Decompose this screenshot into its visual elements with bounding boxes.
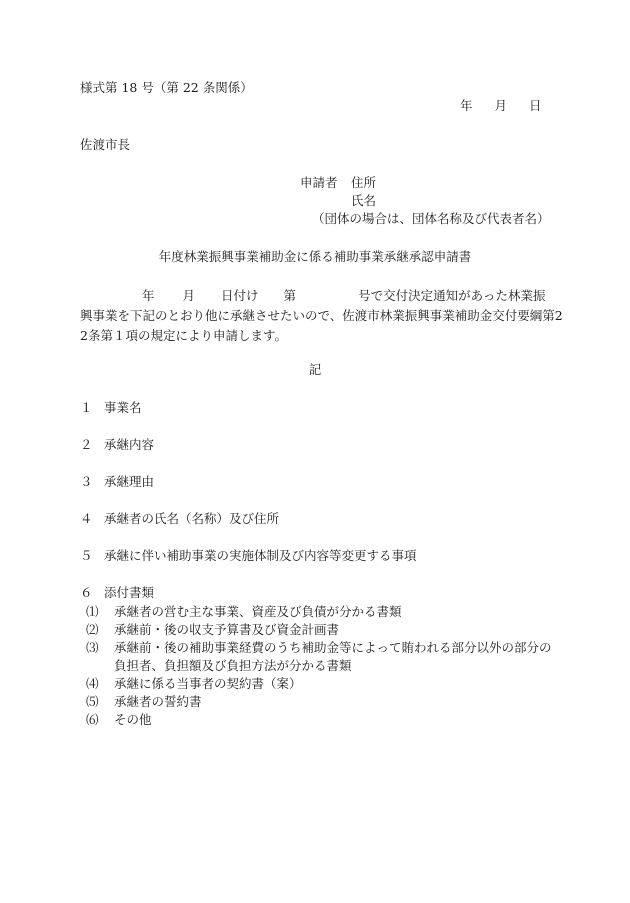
attachment-5 — [86, 694, 202, 709]
item-1 — [80, 400, 142, 415]
attachment-label: その他 — [114, 712, 152, 727]
item-label: 承継者の氏名（名称）及び住所 — [104, 511, 280, 526]
body-dai: 第 — [283, 288, 297, 303]
attachment-3-continuation: 負担者、負担額及び負担方法が分かる書類 — [114, 658, 352, 673]
attachment-number: ⑵ — [86, 622, 99, 637]
attachment-number: ⑸ — [86, 694, 99, 709]
body-line-2: 興事業を下記のとおり他に承継させたいので、佐渡市林業振興事業補助金交付要綱第2 — [80, 308, 563, 323]
date-year: 年 — [460, 98, 473, 113]
body-month: 月 — [182, 288, 196, 303]
item-label: 承継理由 — [104, 474, 155, 489]
item-4 — [80, 511, 279, 526]
attachment-3 — [86, 640, 552, 655]
attachment-label: 承継者の誓約書 — [114, 694, 202, 709]
body-dated: 日付け — [221, 288, 259, 303]
attachment-1 — [86, 604, 402, 619]
attachment-number: ⑹ — [86, 712, 99, 727]
applicant-label: 申請者 — [300, 175, 338, 190]
body-year: 年 — [142, 288, 155, 303]
item-number: １ — [80, 400, 93, 415]
name-label: 氏名 — [351, 193, 377, 208]
date-line — [460, 98, 542, 113]
item-number: ４ — [80, 511, 93, 526]
document-title: 年度林業振興事業補助金に係る補助事業承継承認申請書 — [158, 249, 472, 264]
item-6 — [80, 585, 154, 600]
attachment-6 — [86, 712, 152, 727]
item-number: ２ — [80, 437, 93, 452]
org-note: （団体の場合は、団体名称及び代表者名） — [312, 211, 550, 226]
form-number: 様式第 18 号（第 22 条関係） — [80, 80, 253, 95]
item-number: ３ — [80, 474, 93, 489]
attachment-number: ⑴ — [86, 604, 99, 619]
body-text — [80, 286, 563, 346]
body-rest-line-1: 号で交付決定通知があった林業振 — [358, 288, 546, 303]
item-label: 承継に伴い補助事業の実施体制及び内容等変更する事項 — [104, 548, 417, 563]
date-month: 月 — [494, 98, 508, 113]
item-label: 添付書類 — [104, 585, 155, 600]
attachment-label: 承継前・後の収支予算書及び資金計画書 — [114, 622, 340, 637]
attachment-2 — [86, 622, 339, 637]
item-number: ５ — [80, 548, 93, 563]
body-line-3: 2条第１項の規定により申請します。 — [80, 328, 287, 343]
attachment-label: 承継前・後の補助事業経費のうち補助金等によって賄われる部分以外の部分の — [114, 640, 552, 655]
attachment-4 — [86, 676, 302, 691]
address-label: 住所 — [351, 175, 377, 190]
attachment-label: 承継に係る当事者の契約書（案） — [114, 676, 302, 691]
item-label: 事業名 — [104, 400, 142, 415]
item-3 — [80, 474, 154, 489]
attachment-label: 承継者の営む主な事業、資産及び負債が分かる書類 — [114, 604, 402, 619]
recipient: 佐渡市長 — [80, 137, 131, 152]
body-line-1 — [80, 286, 550, 306]
item-label: 承継内容 — [104, 437, 155, 452]
ki-heading: 記 — [308, 362, 322, 377]
attachment-number: ⑷ — [86, 676, 99, 691]
item-5 — [80, 548, 417, 563]
item-number: ６ — [80, 585, 93, 600]
attachment-number: ⑶ — [86, 640, 99, 655]
item-2 — [80, 437, 154, 452]
date-day: 日 — [529, 98, 542, 113]
